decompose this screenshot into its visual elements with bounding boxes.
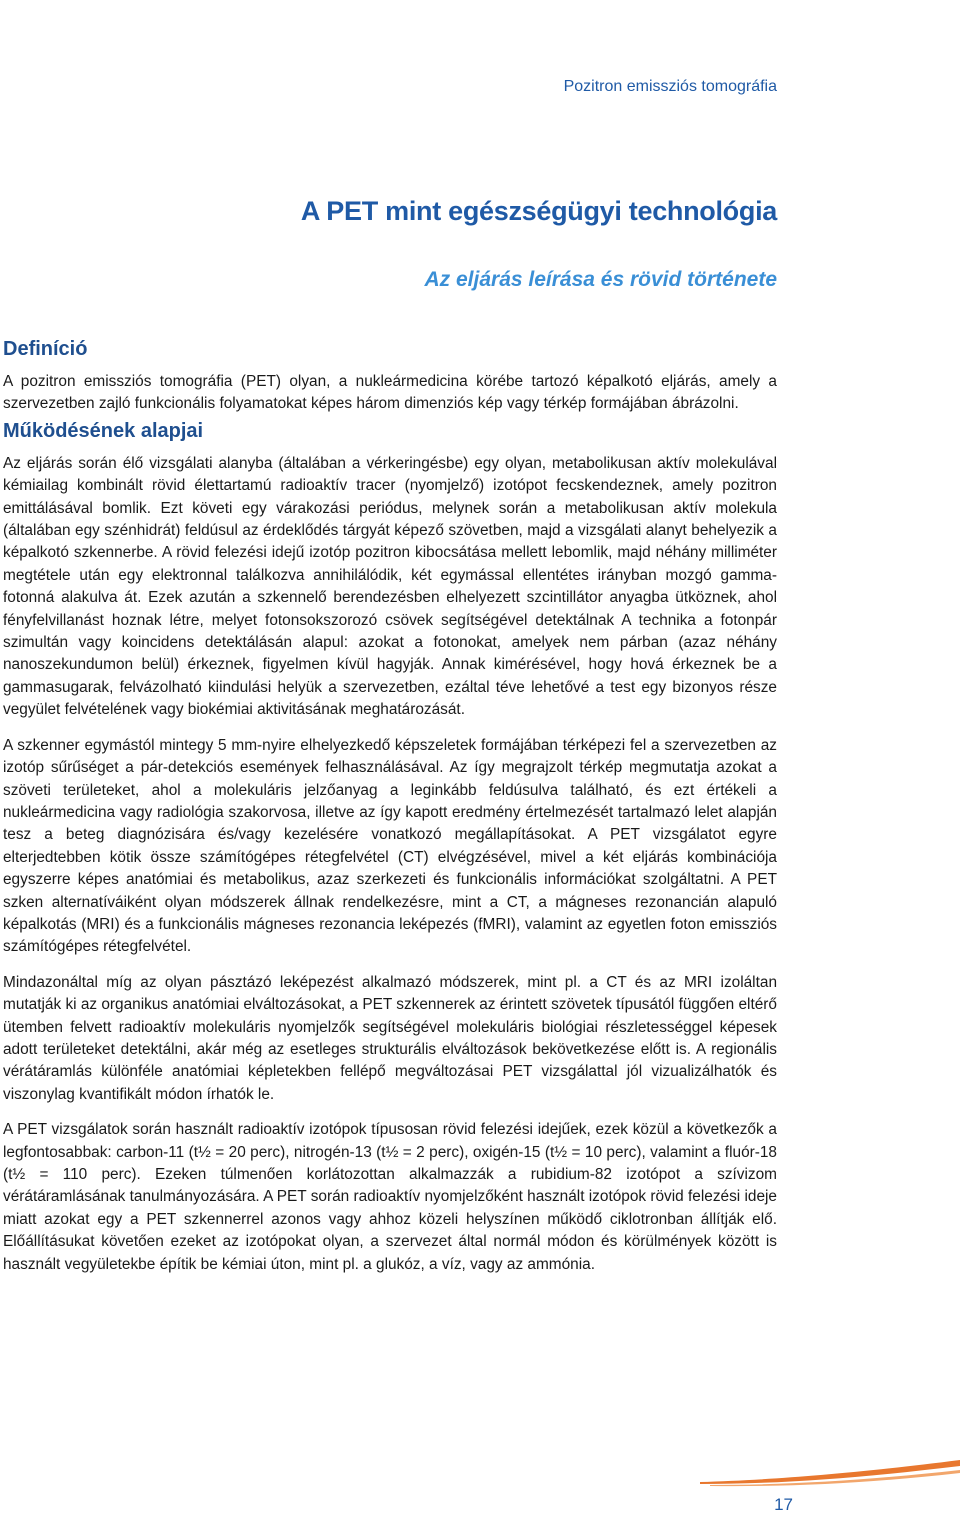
principles-paragraph-2: A szkenner egymástól mintegy 5 mm-nyire elhelyezkedő képszeletek formájában térképezi fel a szervezetben az izotóp sűrűséget a pár-detekciós események felhasználásával. Az így megrajzolt térkép megmutatja azokat a szöveti területeket, ahol a molekuláris jelzőanyag a leginkább feldúsulva található, és ezt értékeli a nukleármedicina vagy radiológia szakorvosa, illetve az így kapott eredmény értelmezését tartalmazó lelet alapján tesz a beteg diagnózisára és/vagy kezelésére vonatkozó megállapításokat. A PET vizsgálatot egyre elterjedtebben kötik össze számítógépes rétegfelvétel (CT) elvégzésével, mivel a két eljárás kombinációja egyszerre képes anatómiai és metabolikus, azaz szerkezeti és funkcionális információkat szolgáltatni. A PET szken alternatíváiként olyan módszerek állnak rendelkezésre, mint a CT, a mágneses rezonancián alapuló képalkotás (MRI) és a funkcionális mágneses rezonancia leképezés (fMRI), valamint az egyetlen foton emissziós számítógépes rétegfelvétel.	[3, 736, 777, 956]
definition-paragraph: A pozitron emissziós tomográfia (PET) olyan, a nukleármedicina körébe tartozó képalkotó eljárás, amely a szervezetben zajló funkcionális folyamatokat képes három dimenziós kép vagy térkép formájában ábrázolni.	[3, 373, 777, 413]
document-body	[3, 337, 777, 1289]
principles-paragraph-3: Mindazonáltal míg az olyan pásztázó leképezést alkalmazó módszerek, mint pl. a CT és az MRI izoláltan mutatják ki az organikus anatómiai elváltozásokat, a PET szkennerek az érintett szövetek típusától függően eltérő ütemben felvett radioaktív molekuláris nyomjelzők segítségével molekuláris biológiai részletességgel képesek adott területeket detektálni, akár még az esetleges strukturális elváltozások bekövetkezése előtt is. A regionális vérátáramlás különféle anatómiai képletekben fellépő megváltozásai PET vizsgálattal jól vizualizálhatók és viszonylag kvantifikált módon írhatók le.	[3, 973, 777, 1103]
principles-paragraph-1: Az eljárás során élő vizsgálati alanyba (általában a vérkeringésbe) egy olyan, metabolikusan aktív molekulával kémiailag kombinált rövid élettartamú radioaktív tracer (nyomjelző) izotópot fecskendeznek, amely pozitron emittálásával bomlik. Ezt követi egy várakozási periódus, melynek során a metabolikusan aktív molekula (általában egy szénhidrát) feldúsul az érdeklődés tárgyát képező szövetben, majd a vizsgálati alanyt behelyezik a képalkotó szkennerbe. A rövid felezési idejű izotóp pozitron kibocsátása mellett lebomlik, majd néhány milliméter megtétele után egy elektronnal találkozva annihilálódik, két egymással ellentétes irányban mozgó gamma-fotonná alakulva át. Ezek azután a szkennelő berendezésben elhelyezett szcintillátor anyagba ütköznek, ahol fényfelvillanást hoznak létre, melyet fotonsokszorozó csövek segítségével detektálnak A technika a fotonpár szimultán vagy koincidens detektálásán alapul: azokat a fotonokat, amelyek nem párban (azaz néhány nanoszekundumon belül) érkeznek, figyelmen kívül hagyják. Annak kimérésével, hogy hová érkeznek be a gammasugarak, felvázolható kiindulási helyük a szervezetben, ezáltal téve lehetővé a test egy bizonyos része vegyület felvételének vagy biokémiai aktivitásának meghatározását.	[3, 454, 777, 719]
page-number: 17	[774, 1495, 793, 1514]
running-header: Pozitron emissziós tomográfia	[563, 78, 777, 95]
page-subtitle: Az eljárás leírása és rövid története	[424, 268, 777, 291]
principles-heading: Működésének alapjai	[3, 419, 204, 442]
page-title: A PET mint egészségügyi technológia	[300, 196, 777, 226]
definition-heading: Definíció	[3, 338, 88, 360]
principles-paragraph-4: A PET vizsgálatok során használt radioaktív izotópok típusosan rövid felezési idejűek, ezek közül a következők a legfontosabbak: carbon-11 (t½ = 20 perc), nitrogén-13 (t½ = 2 perc), oxigén-15 (t½ = 10 perc), valamint a fluór-18 (t½ = 110 perc). Ezeken túlmenően korlátozottan alkalmazzák a rubidium-82 izotópot a szívizom vérátáramlásának tanulmányozására. A PET során radioaktív nyomjelzőként használt izotópok rövid felezési ideje miatt azokat egy a PET szkennerrel azonos vagy ahhoz közeli helyszínen működő ciklotronban állítják elő. Előállításukat követően ezeket az izotópokat olyan, a szervezet által normál módon és körülmények között is használt vegyületekbe építik be kémiai úton, mint pl. a glukóz, a víz, vagy az ammónia.	[3, 1121, 777, 1273]
footer-swoosh-decoration	[700, 1458, 960, 1488]
